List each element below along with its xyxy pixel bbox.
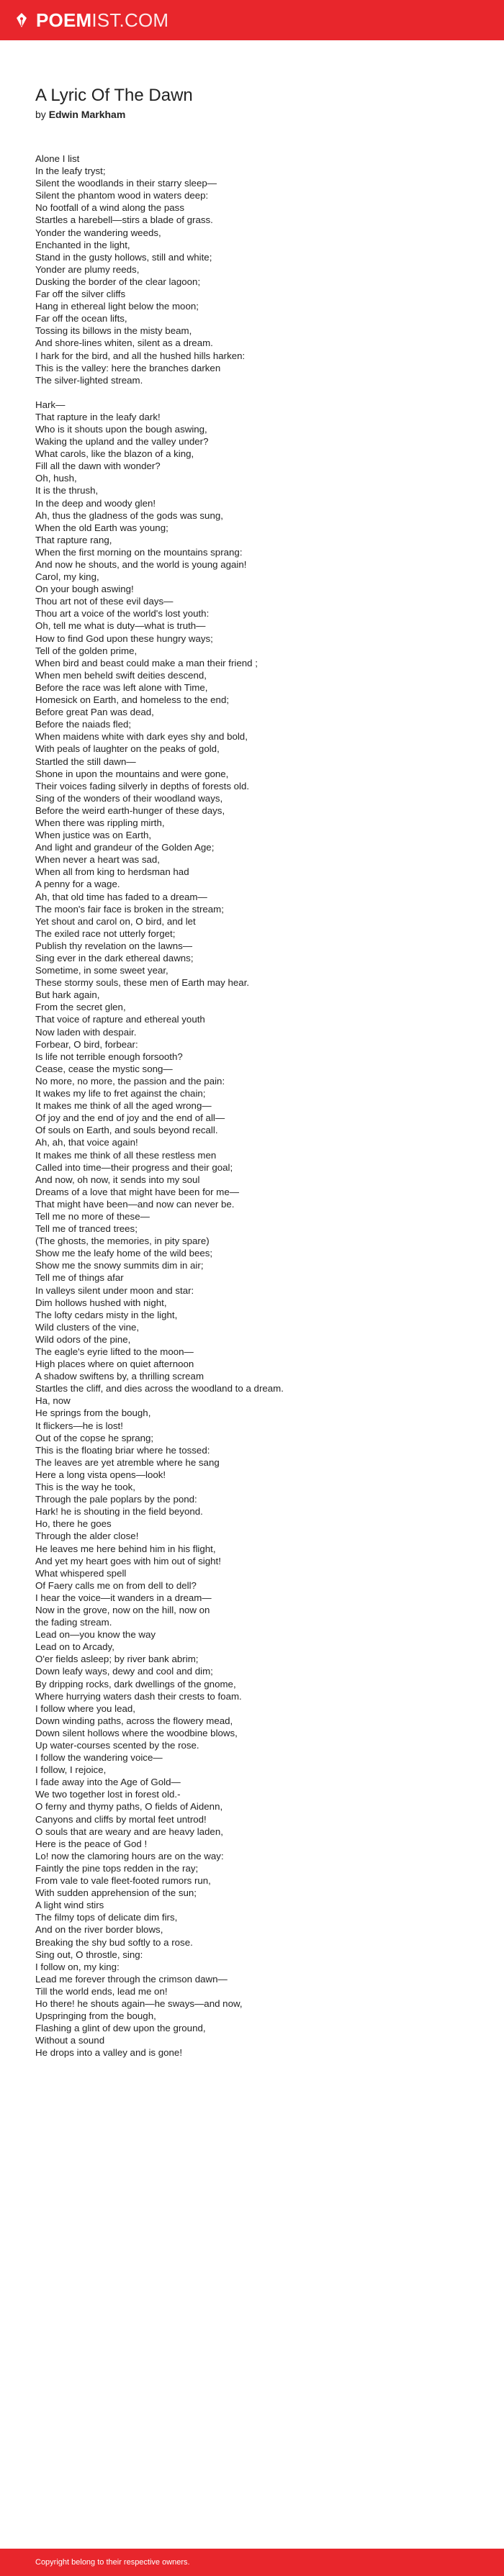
poem-line: I follow the wandering voice— [35,1752,163,1764]
poem-line: Silent the woodlands in their starry sleep— [35,178,217,189]
poem-line: When bird and beast could make a man their friend ; [35,657,258,668]
poem-line: Lead me forever through the crimson dawn— [35,1973,228,1985]
poem-line: And shore-lines whiten, silent as a dream. [35,337,213,349]
poem-line: It makes me think of all the aged wrong— [35,1100,212,1112]
poem-line: Dim hollows hushed with night, [35,1297,167,1308]
poem-line: O'er fields asleep; by river bank abrim; [35,1654,199,1665]
poem-line: When the first morning on the mountains sprang: [35,546,243,558]
poem-line: It makes me think of all these restless men [35,1149,217,1161]
poem-line: When justice was on Earth, [35,830,152,841]
poem-line: Shone in upon the mountains and were gone, [35,768,229,779]
poem-line: Where hurrying waters dash their crests to foam. [35,1690,242,1702]
poem-line: Here a long vista opens—look! [35,1469,166,1480]
poem-line: Silent the phantom wood in waters deep: [35,190,209,201]
poem-line: I hear the voice—it wanders in a dream— [35,1592,212,1603]
poem-line: Lo! now the clamoring hours are on the way: [35,1850,224,1861]
poem-line: Far off the ocean lifts, [35,313,127,325]
poem-line: It flickers—he is lost! [35,1420,123,1431]
poem-line: When men beheld swift deities descend, [35,669,207,681]
poem-line: Breaking the shy bud softly to a rose. [35,1936,193,1948]
poem-line: Is life not terrible enough forsooth? [35,1051,183,1062]
byline [35,108,446,121]
poem-line: When the old Earth was young; [35,522,168,533]
poem-line: Startles the cliff, and dies across the woodland to a dream. [35,1383,284,1394]
poem-line: But hark again, [35,989,100,1001]
logo-text-bold: POEM [36,9,92,31]
poem-line: When there was rippling mirth, [35,817,165,828]
poem-line: Through the alder close! [35,1530,139,1542]
poem-line: A light wind stirs [35,1900,104,1911]
poem-line: Enchanted in the light, [35,239,130,250]
poem-line: How to find God upon these hungry ways; [35,632,213,644]
poem-line: The moon's fair face is broken in the stream; [35,903,224,915]
poem-line: Tell me no more of these— [35,1210,150,1222]
poem-line: Stand in the gusty hollows, still and white; [35,251,212,263]
poem-line: Hang in ethereal light below the moon; [35,301,199,312]
poem-line: Yonder the wandering weeds, [35,227,161,238]
poem-line: In the deep and woody glen! [35,497,156,509]
poem-line: This is the valley: here the branches darken [35,362,221,373]
poem-content [0,40,446,2059]
poem-line: I follow where you lead, [35,1702,135,1714]
poem-line: Dreams of a love that might have been for me— [35,1186,240,1197]
poem-line: Tell me of things afar [35,1272,124,1284]
poem-line: It wakes my life to fret against the chain; [35,1088,206,1099]
poem-line: Startled the still dawn— [35,756,136,767]
site-header [0,0,504,40]
poem-line: Before the naiads fled; [35,719,132,730]
poem-line: Carol, my king, [35,571,99,583]
fountain-pen-nib-icon [13,12,30,29]
poem-line: the fading stream. [35,1617,112,1628]
poem-stanza [35,399,446,2059]
poem-line: Of joy and the end of joy and the end of all— [35,1112,225,1124]
poem-line: Far off the silver cliffs [35,289,126,300]
poem-line: Of Faery calls me on from dell to dell? [35,1579,197,1591]
poem-line: Thou art a voice of the world's lost youth: [35,608,210,620]
poem-line: (The ghosts, the memories, in pity spare) [35,1235,210,1247]
poem-line: These stormy souls, these men of Earth may hear. [35,977,250,989]
poem-line: And light and grandeur of the Golden Age; [35,842,215,853]
poem-line: Cease, cease the mystic song— [35,1063,173,1074]
poem-line: It is the thrush, [35,485,99,496]
poem-line: In valleys silent under moon and star: [35,1284,194,1296]
poem-line: Publish thy revelation on the lawns— [35,940,193,951]
poem-line: Ho, there he goes [35,1518,112,1530]
poem-line: Now in the grove, now on the hill, now on [35,1604,210,1615]
poem-line: Sing out, O throstle, sing: [35,1949,143,1960]
poem-line: Canyons and cliffs by mortal feet untrod! [35,1813,207,1825]
poem-line: The exiled race not utterly forget; [35,928,176,939]
poem-line: In the leafy tryst; [35,165,106,177]
poem-line: Hark— [35,399,66,410]
poem-line: When all from king to herdsman had [35,866,189,878]
poem-line: Before great Pan was dead, [35,707,154,718]
author-link[interactable]: Edwin Markham [48,109,126,120]
poem-line: Ha, now [35,1395,71,1407]
poem-line: Show me the leafy home of the wild bees; [35,1248,213,1259]
poem-line: That rapture rang, [35,534,112,545]
poem-line: Fill all the dawn with wonder? [35,461,161,472]
poem-line: Thou art not of these evil days— [35,596,174,607]
poem-line: I hark for the bird, and all the hushed hills harken: [35,350,246,361]
logo-text-light: IST.COM [91,9,169,31]
poem-body [35,153,446,2059]
poem-line: Ho there! he shouts again—he sways—and now, [35,1997,243,2009]
poem-line: I fade away into the Age of Gold— [35,1777,181,1788]
poem-line: No more, no more, the passion and the pain: [35,1075,225,1087]
poem-line: Alone I list [35,153,80,164]
poem-line: When never a heart was sad, [35,854,160,866]
poem-line: Sometime, in some sweet year, [35,965,168,976]
poem-line: O souls that are weary and are heavy laden, [35,1826,223,1837]
poem-line: Upspringing from the bough, [35,2010,156,2022]
poem-line: We two together lost in forest old.- [35,1789,181,1800]
poem-line: No footfall of a wind along the pass [35,202,184,214]
poem-line: Startles a harebell—stirs a blade of grass. [35,214,213,226]
poem-line: Flashing a glint of dew upon the ground, [35,2023,206,2034]
poem-line: He leaves me here behind him in his flight, [35,1543,216,1554]
poem-line: That might have been—and now can never be. [35,1198,235,1210]
poem-line: Out of the copse he sprang; [35,1432,154,1443]
poem-line: Oh, hush, [35,473,77,484]
poem-line: Who is it shouts upon the bough aswing, [35,423,207,435]
poem-line: Sing ever in the dark ethereal dawns; [35,953,194,963]
poem-line: This is the floating briar where he tossed: [35,1444,210,1456]
poem-line: The silver-lighted stream. [35,374,143,386]
poem-line: By dripping rocks, dark dwellings of the gnome, [35,1678,236,1690]
poem-line: What carols, like the blazon of a king, [35,448,194,460]
poem-line: High places where on quiet afternoon [35,1359,194,1370]
poem-line: Down silent hollows where the woodbine blows, [35,1727,238,1738]
poem-line: Sing of the wonders of their woodland ways, [35,792,223,804]
poem-line: Here is the peace of God ! [35,1838,148,1849]
poem-line: Lead on—you know the way [35,1629,156,1641]
poem-line: The lofty cedars misty in the light, [35,1309,178,1320]
poem-line: A shadow swiftens by, a thrilling scream [35,1371,204,1382]
poem-line: Before the weird earth-hunger of these days, [35,804,225,816]
poem-line: With sudden apprehension of the sun; [35,1887,197,1899]
poem-line: With peals of laughter on the peaks of gold, [35,743,220,755]
poem-line: That rapture in the leafy dark! [35,411,161,422]
poem-line: Homesick on Earth, and homeless to the end; [35,694,230,706]
poem-line: Oh, tell me what is duty—what is truth— [35,620,206,632]
poem-line: O ferny and thymy paths, O fields of Aidenn, [35,1801,223,1813]
poem-line: And on the river border blows, [35,1924,163,1936]
poem-line: Till the world ends, lead me on! [35,1985,168,1997]
poem-line: Dusking the border of the clear lagoon; [35,276,201,287]
poem-line: Wild clusters of the vine, [35,1321,140,1333]
poem-line: From the secret glen, [35,1002,126,1013]
poem-line: Called into time—their progress and their goal; [35,1161,233,1173]
poem-line: A penny for a wage. [35,879,120,890]
site-logo-link[interactable] [13,9,168,32]
poem-line: The filmy tops of delicate dim firs, [35,1912,178,1923]
site-footer [0,2549,504,2576]
poem-line: And now, oh now, it sends into my soul [35,1174,200,1185]
poem-line: From vale to vale fleet-footed rumors run, [35,1875,211,1887]
poem-line: Before the race was left alone with Time, [35,681,208,693]
poem-line: Show me the snowy summits dim in air; [35,1260,204,1271]
poem-line: Faintly the pine tops redden in the ray; [35,1862,199,1874]
poem-line: And yet my heart goes with him out of sight! [35,1555,221,1566]
poem-line: Their voices fading silverly in depths of forests old. [35,780,250,792]
poem-line: Tossing its billows in the misty beam, [35,325,192,337]
poem-line: Tell of the golden prime, [35,645,138,656]
poem-line: I follow on, my king: [35,1961,120,1972]
poem-line: Yet shout and carol on, O bird, and let [35,915,196,927]
poem-stanza [35,153,446,386]
poem-line: Up water-courses scented by the rose. [35,1740,199,1751]
poem-line: Of souls on Earth, and souls beyond recall. [35,1125,218,1136]
poem-line: He springs from the bough, [35,1407,151,1419]
poem-line: Through the pale poplars by the pond: [35,1494,197,1505]
poem-line: Down winding paths, across the flowery mead, [35,1715,233,1726]
poem-line: Down leafy ways, dewy and cool and dim; [35,1666,213,1677]
poem-line: And now he shouts, and the world is young again! [35,559,247,570]
poem-line: I follow, I rejoice, [35,1764,107,1776]
poem-line: The eagle's eyrie lifted to the moon— [35,1346,194,1357]
poem-line: Yonder are plumy reeds, [35,263,140,275]
poem-line: The leaves are yet atremble where he sang [35,1456,220,1468]
poem-line: Now laden with despair. [35,1026,137,1038]
poem-line: Ah, that old time has faded to a dream— [35,891,207,902]
poem-line: When maidens white with dark eyes shy and bold, [35,731,248,743]
poem-line: Tell me of tranced trees; [35,1223,138,1235]
poem-line: He drops into a valley and is gone! [35,2047,183,2059]
poem-line: Without a sound [35,2035,105,2046]
poem-line: Ah, thus the gladness of the gods was sung, [35,509,223,521]
poem-line: Lead on to Arcady, [35,1641,114,1653]
poem-line: This is the way he took, [35,1482,135,1493]
poem-title: A Lyric Of The Dawn [35,86,193,105]
poem-line: What whispered spell [35,1567,127,1579]
poem-line: Hark! he is shouting in the field beyond. [35,1506,203,1518]
poem-line: Wild odors of the pine, [35,1333,131,1345]
poem-line: Forbear, O bird, forbear: [35,1038,138,1050]
by-label: by [35,109,46,120]
poem-line: Waking the upland and the valley under? [35,436,209,448]
poem-line: Ah, ah, that voice again! [35,1137,138,1148]
poem-line: That voice of rapture and ethereal youth [35,1014,205,1025]
poem-line: On your bough aswing! [35,584,134,595]
copyright-text: Copyright belong to their respective owners. [35,2558,190,2567]
